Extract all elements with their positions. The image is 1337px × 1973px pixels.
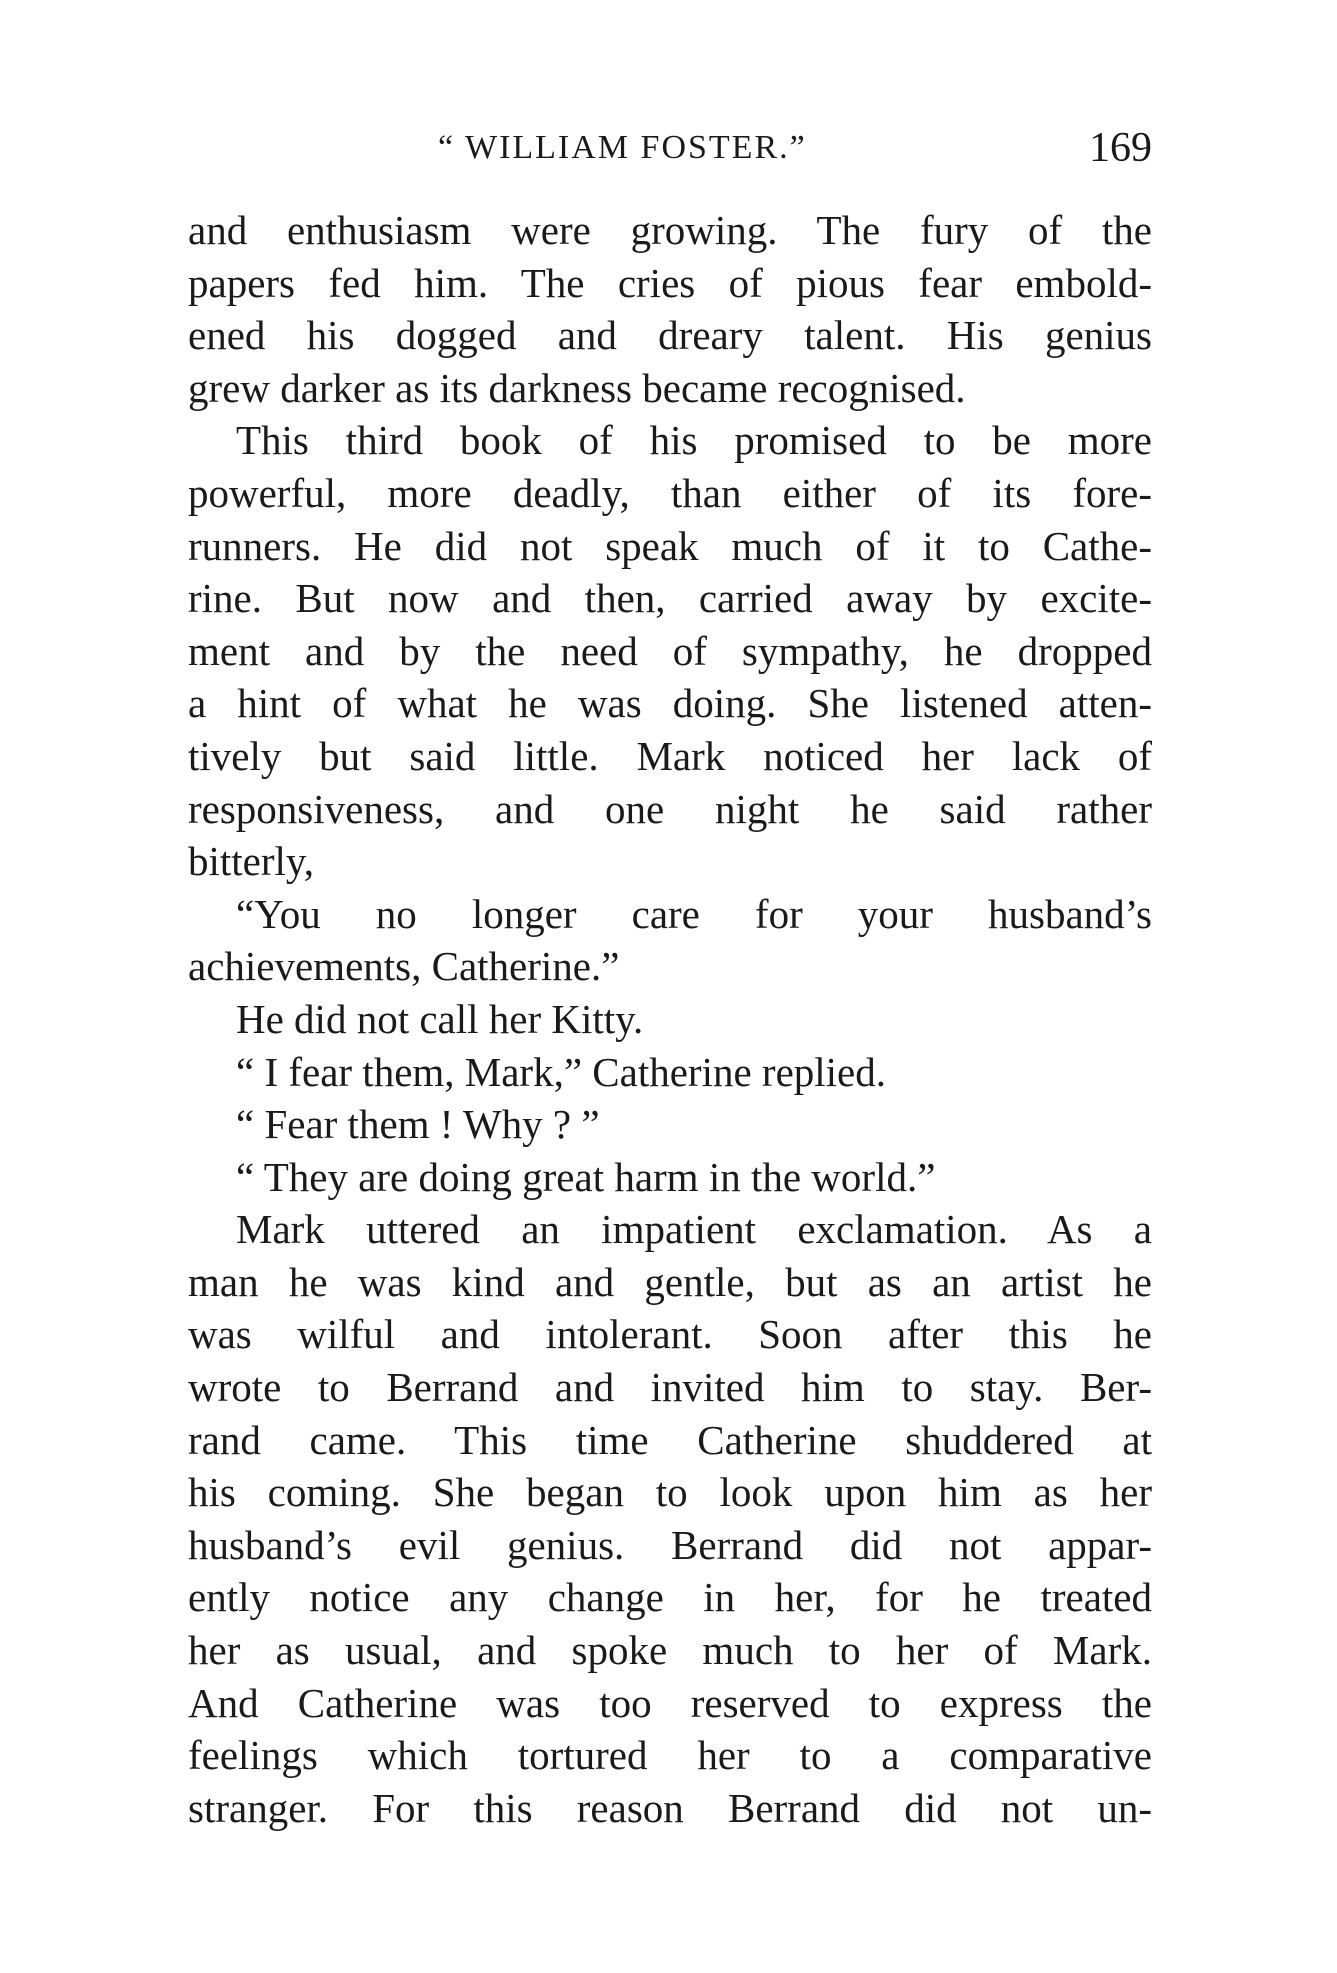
text-line: papers fed him. The cries of pious fear embold- xyxy=(188,259,1152,306)
text-line: rand came. This time Catherine shuddered at xyxy=(188,1416,1152,1463)
text-line: wrote to Berrand and invited him to stay. Ber- xyxy=(188,1364,1152,1411)
text-line: Mark uttered an impatient exclamation. As a xyxy=(236,1206,1152,1253)
text-line: And Catherine was too reserved to express the xyxy=(188,1679,1152,1726)
text-line: “You no longer care for your husband’s xyxy=(236,890,1152,937)
text-line: her as usual, and spoke much to her of Mark. xyxy=(188,1627,1152,1674)
text-line: ment and by the need of sympathy, he dropped xyxy=(188,627,1152,674)
text-line: bitterly, xyxy=(188,838,315,885)
text-line: runners. He did not speak much of it to Cathe- xyxy=(188,522,1152,569)
text-line: achievements, Catherine.” xyxy=(188,943,620,990)
text-line: “ They are doing great harm in the world.” xyxy=(236,1153,936,1200)
text-line: ened his dogged and dreary talent. His genius xyxy=(188,312,1152,359)
page-number: 169 xyxy=(1089,125,1152,171)
text-line: and enthusiasm were growing. The fury of the xyxy=(188,207,1152,253)
running-head: “ WILLIAM FOSTER.” xyxy=(438,129,807,166)
text-line: tively but said little. Mark noticed her lack of xyxy=(188,732,1152,779)
text-line: ently notice any change in her, for he treated xyxy=(188,1574,1152,1621)
text-line: was wilful and intolerant. Soon after this he xyxy=(188,1311,1152,1358)
text-line: grew darker as its darkness became recognised. xyxy=(188,364,966,411)
text-line: a hint of what he was doing. She listened atten- xyxy=(188,680,1152,727)
text-line: husband’s evil genius. Berrand did not appar- xyxy=(188,1521,1152,1568)
body-text xyxy=(188,204,1152,1834)
text-line: feelings which tortured her to a comparative xyxy=(188,1732,1152,1779)
text-line: rine. But now and then, carried away by excite- xyxy=(188,575,1152,622)
page-header xyxy=(188,118,1152,178)
text-line: responsiveness, and one night he said rather xyxy=(188,785,1152,832)
text-line: “ I fear them, Mark,” Catherine replied. xyxy=(236,1048,886,1095)
text-line: man he was kind and gentle, but as an artist he xyxy=(188,1258,1152,1305)
text-line: his coming. She began to look upon him as her xyxy=(188,1469,1152,1516)
text-line: stranger. For this reason Berrand did not un- xyxy=(188,1784,1152,1831)
text-line: This third book of his promised to be more xyxy=(236,417,1152,464)
text-line: He did not call her Kitty. xyxy=(236,995,644,1042)
text-line: powerful, more deadly, than either of its fore- xyxy=(188,469,1152,516)
text-line: “ Fear them ! Why ? ” xyxy=(236,1101,600,1148)
